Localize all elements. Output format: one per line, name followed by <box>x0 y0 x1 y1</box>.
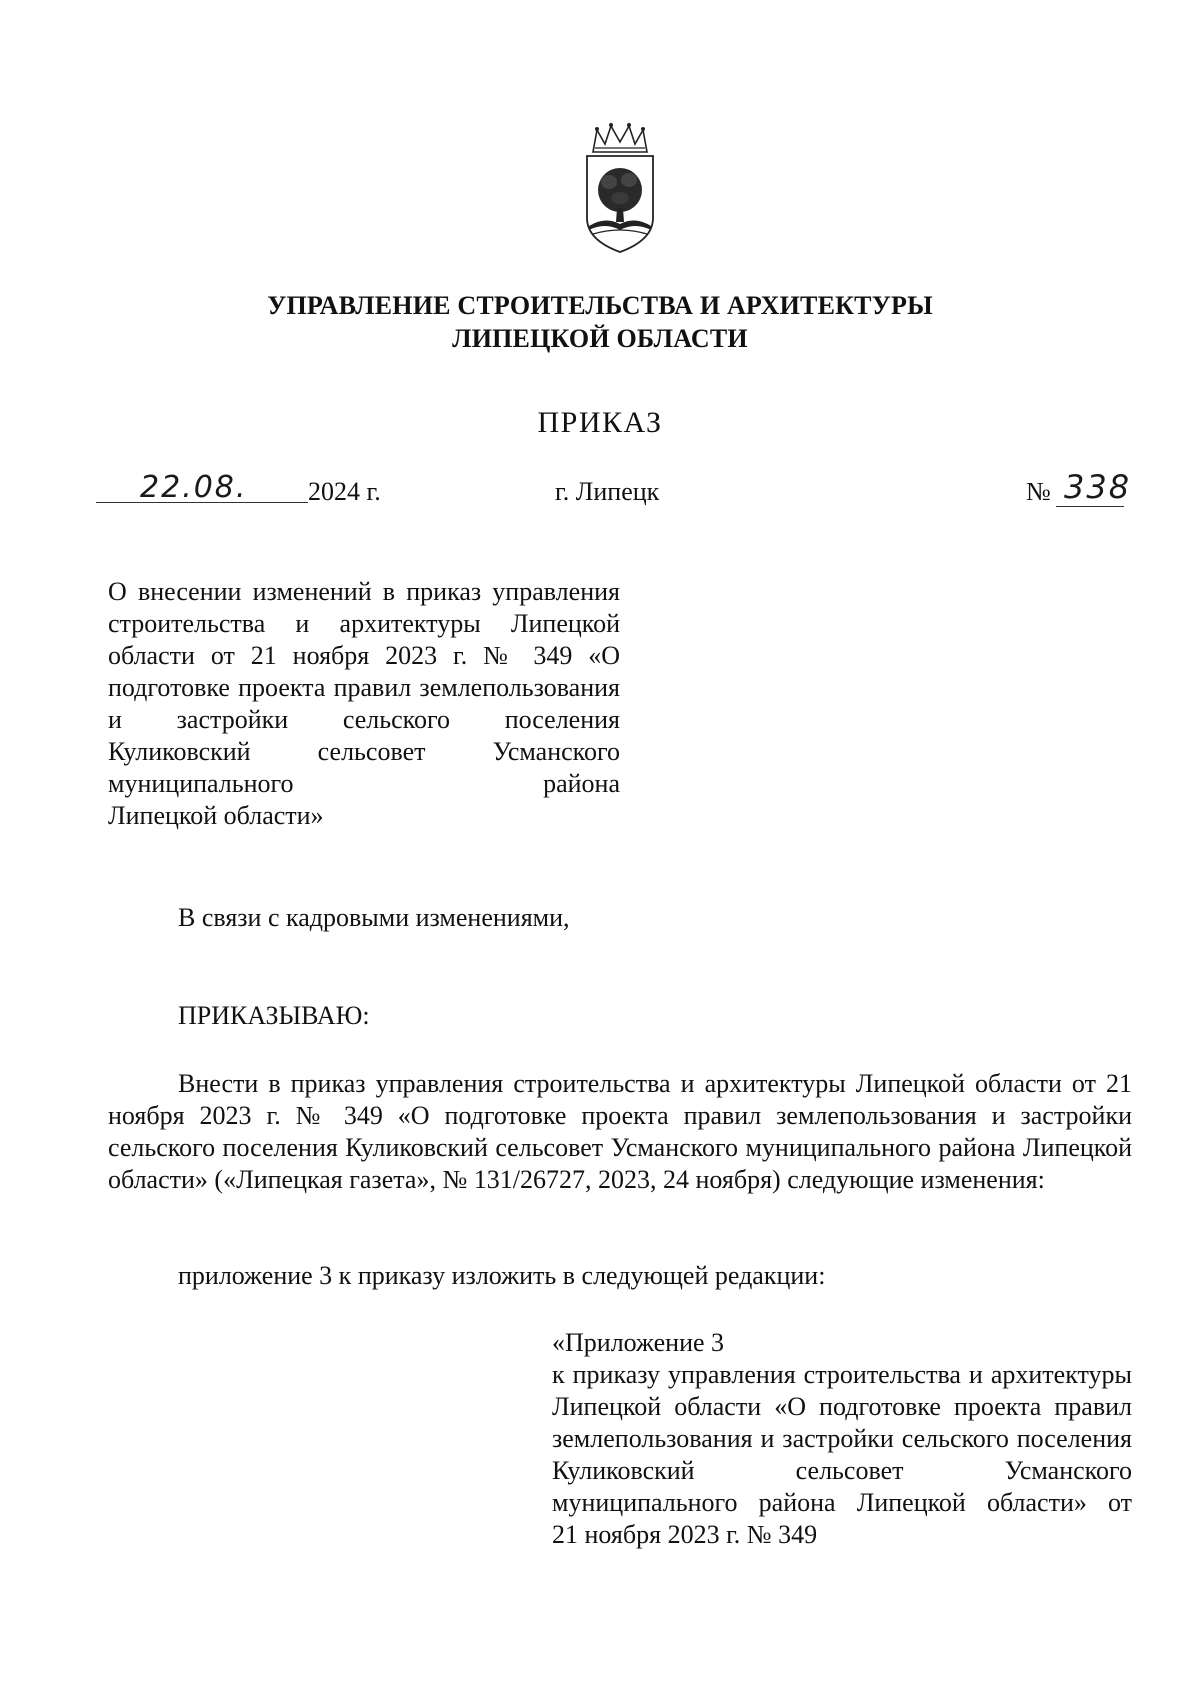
annex-heading: «Приложение 3 <box>552 1328 725 1357</box>
reason-paragraph: В связи с кадровыми изменениями, <box>178 903 570 932</box>
annex-reference-last-line: 21 ноября 2023 г. № 349 <box>552 1520 818 1549</box>
document-year: 2024 г. <box>308 477 381 506</box>
organization-title-line2: ЛИПЕЦКОЙ ОБЛАСТИ <box>452 324 748 353</box>
organization-title-line1: УПРАВЛЕНИЕ СТРОИТЕЛЬСТВА И АРХИТЕКТУРЫ <box>267 291 933 320</box>
handwritten-date: 22.08. <box>140 470 248 505</box>
document-subject <box>108 576 620 832</box>
document-city: г. Липецк <box>555 477 660 506</box>
subject-text: О внесении изменений в приказ управления строительства и архитектуры Липецкой области от 21 ноября 2023 г. № 349 «О подготовке проекта правил землепользования и застройки сельского поселения Куликовский сельсовет Усманского муниципального района <box>108 577 620 798</box>
document-type: ПРИКАЗ <box>537 406 663 439</box>
annex-reference <box>552 1359 1132 1551</box>
number-underline <box>1056 506 1124 507</box>
order-word: ПРИКАЗЫВАЮ: <box>178 1001 370 1030</box>
main-paragraph: Внести в приказ управления строительства и архитектуры Липецкой области от 21 ноября 2023 г. № 349 «О подготовке проекта правил землепользования и застройки сельского поселения Куликовский сельсовет Усманского муниципального района Липецкой области» («Липецкая газета», № 131/26727, 2023, 24 ноября) следующие изменения: <box>108 1069 1132 1194</box>
handwritten-number: 338 <box>1064 468 1132 506</box>
subject-last-line: Липецкой области» <box>108 801 324 830</box>
annex-reference-text: к приказу управления строительства и архитектуры Липецкой области «О подготовке проекта правил землепользования и застройки сельского поселения Куликовский сельсовет Усманского муниципального района Липецкой области» от <box>552 1360 1132 1517</box>
coat-of-arms-icon <box>583 122 657 258</box>
number-sign: № <box>1026 477 1051 506</box>
annex-intro-paragraph: приложение 3 к приказу изложить в следующей редакции: <box>178 1261 826 1290</box>
